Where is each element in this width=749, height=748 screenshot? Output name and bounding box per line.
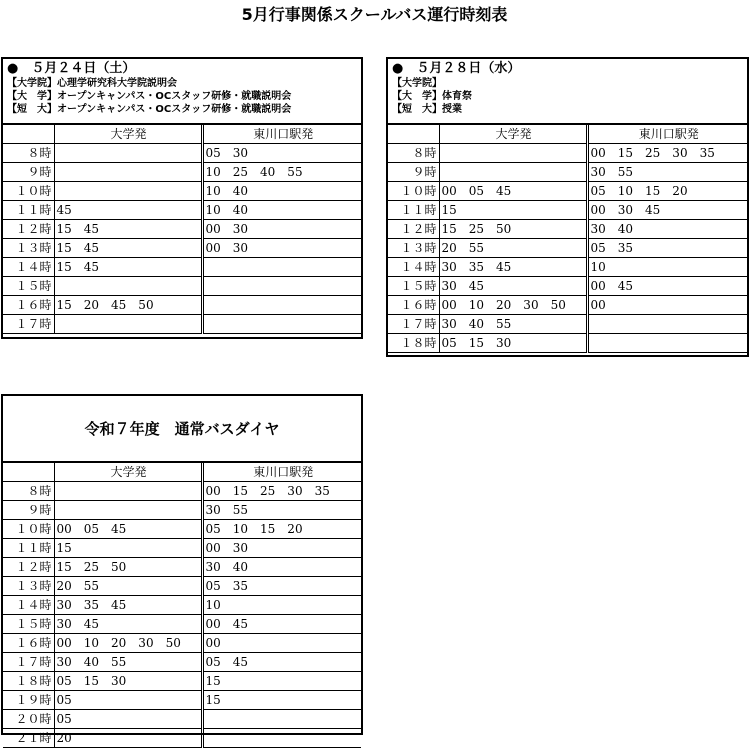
hour-cell: １４時 [3, 596, 54, 615]
univ-departure-cell: 20 55 [54, 577, 202, 596]
univ-departure-cell: 30 35 45 [54, 596, 202, 615]
station-departure-cell: 00 45 [587, 277, 747, 296]
timetable [3, 125, 361, 334]
hour-cell: １０時 [3, 182, 54, 201]
univ-departure-cell [54, 182, 202, 201]
station-departure-cell [202, 258, 361, 277]
table-row [3, 634, 361, 653]
station-departure-cell: 00 15 25 30 35 [587, 144, 747, 163]
panel-header [3, 59, 361, 125]
table-row [3, 201, 361, 220]
univ-departure-cell: 15 45 [54, 258, 202, 277]
univ-departure-cell: 20 [54, 729, 202, 748]
table-row [3, 691, 361, 710]
hour-cell: １３時 [3, 577, 54, 596]
hour-cell: １０時 [3, 520, 54, 539]
station-departure-cell [587, 315, 747, 334]
station-departure-cell: 00 15 25 30 35 [202, 482, 361, 501]
hour-cell: ９時 [3, 501, 54, 520]
table-row [3, 296, 361, 315]
univ-departure-cell [54, 501, 202, 520]
schedule-panel-may28 [386, 57, 749, 357]
table-row [388, 334, 747, 353]
univ-departure-header: 大学発 [439, 125, 587, 144]
univ-departure-header: 大学発 [54, 463, 202, 482]
table-row [388, 163, 747, 182]
table-row [3, 163, 361, 182]
univ-departure-cell: 00 10 20 30 50 [439, 296, 587, 315]
station-departure-cell: 00 30 [202, 239, 361, 258]
univ-departure-cell [439, 163, 587, 182]
hour-cell: ２０時 [3, 710, 54, 729]
table-row [3, 539, 361, 558]
station-departure-cell: 00 30 45 [587, 201, 747, 220]
station-departure-cell: 10 [202, 596, 361, 615]
hour-cell: ８時 [388, 144, 439, 163]
station-departure-header: 東川口駅発 [202, 125, 361, 144]
station-departure-cell [202, 729, 361, 748]
station-departure-cell [202, 296, 361, 315]
univ-departure-cell: 20 55 [439, 239, 587, 258]
table-row [388, 220, 747, 239]
station-departure-header: 東川口駅発 [202, 463, 361, 482]
table-row [3, 729, 361, 748]
hour-cell: ２１時 [3, 729, 54, 748]
station-departure-cell: 05 35 [587, 239, 747, 258]
regular-schedule-title: 令和７年度 通常バスダイヤ [84, 420, 280, 438]
univ-departure-cell [54, 144, 202, 163]
event-line-univ: 【大 学】オープンキャンパス・OCスタッフ研修・就職説明会 [7, 91, 292, 102]
univ-departure-cell: 30 45 [439, 277, 587, 296]
table-row [3, 277, 361, 296]
station-departure-cell [202, 277, 361, 296]
hour-cell: １４時 [3, 258, 54, 277]
table-row [388, 201, 747, 220]
hour-cell: １１時 [3, 201, 54, 220]
univ-departure-cell: 15 20 45 50 [54, 296, 202, 315]
hour-cell: ９時 [388, 163, 439, 182]
table-header-row [3, 463, 361, 482]
table-row [3, 653, 361, 672]
hour-column-header [3, 125, 54, 144]
schedule-panel-regular [1, 394, 363, 745]
station-departure-cell: 00 [587, 296, 747, 315]
table-row [3, 520, 361, 539]
station-departure-cell: 30 55 [587, 163, 747, 182]
station-departure-cell: 05 45 [202, 653, 361, 672]
table-row [3, 615, 361, 634]
univ-departure-cell [54, 315, 202, 334]
station-departure-cell: 30 55 [202, 501, 361, 520]
timetable [3, 463, 361, 748]
table-row [3, 577, 361, 596]
table-header-row [3, 125, 361, 144]
table-row [3, 482, 361, 501]
hour-cell: １１時 [3, 539, 54, 558]
univ-departure-cell: 15 25 50 [54, 558, 202, 577]
hour-cell: １５時 [3, 277, 54, 296]
univ-departure-cell: 00 05 45 [54, 520, 202, 539]
station-departure-cell: 10 40 [202, 182, 361, 201]
hour-cell: １２時 [388, 220, 439, 239]
hour-cell: １７時 [3, 315, 54, 334]
table-row [388, 239, 747, 258]
hour-cell: １６時 [3, 634, 54, 653]
hour-cell: ９時 [3, 163, 54, 182]
table-row [3, 501, 361, 520]
table-row [388, 277, 747, 296]
univ-departure-cell: 15 [54, 539, 202, 558]
table-row [3, 558, 361, 577]
timetable [388, 125, 747, 353]
hour-cell: １６時 [388, 296, 439, 315]
panel-header [388, 59, 747, 125]
station-departure-cell: 15 [202, 691, 361, 710]
univ-departure-cell: 00 10 20 30 50 [54, 634, 202, 653]
univ-departure-cell: 45 [54, 201, 202, 220]
station-departure-cell: 05 10 15 20 [202, 520, 361, 539]
table-row [3, 596, 361, 615]
station-departure-cell: 00 [202, 634, 361, 653]
hour-cell: １１時 [388, 201, 439, 220]
univ-departure-cell [439, 144, 587, 163]
univ-departure-cell: 05 [54, 710, 202, 729]
station-departure-cell: 30 40 [587, 220, 747, 239]
hour-cell: １３時 [388, 239, 439, 258]
hour-cell: １２時 [3, 558, 54, 577]
hour-cell: １３時 [3, 239, 54, 258]
table-row [3, 315, 361, 334]
table-row [388, 258, 747, 277]
univ-departure-cell [54, 163, 202, 182]
hour-cell: ８時 [3, 482, 54, 501]
hour-cell: １５時 [388, 277, 439, 296]
hour-cell: １０時 [388, 182, 439, 201]
station-departure-cell: 00 30 [202, 220, 361, 239]
univ-departure-cell: 15 25 50 [439, 220, 587, 239]
table-row [388, 144, 747, 163]
event-line-college: 【短 大】授業 [392, 104, 462, 115]
station-departure-cell [202, 710, 361, 729]
table-row [3, 672, 361, 691]
event-line-grad: 【大学院】 [392, 78, 442, 89]
event-line-college: 【短 大】オープンキャンパス・OCスタッフ研修・就職説明会 [7, 104, 292, 115]
univ-departure-cell: 05 15 30 [54, 672, 202, 691]
schedule-panel-may24 [1, 57, 363, 339]
hour-column-header [388, 125, 439, 144]
table-row [388, 182, 747, 201]
table-row [3, 182, 361, 201]
univ-departure-cell: 15 45 [54, 239, 202, 258]
event-date: ● ５月２８日（水） [392, 61, 521, 76]
station-departure-cell: 10 [587, 258, 747, 277]
table-row [3, 258, 361, 277]
hour-cell: １７時 [388, 315, 439, 334]
station-departure-cell: 00 30 [202, 539, 361, 558]
station-departure-cell: 05 35 [202, 577, 361, 596]
station-departure-cell: 10 25 40 55 [202, 163, 361, 182]
event-date: ● ５月２４日（土） [7, 61, 136, 76]
univ-departure-cell [54, 482, 202, 501]
hour-cell: １８時 [3, 672, 54, 691]
station-departure-cell: 30 40 [202, 558, 361, 577]
hour-cell: １２時 [3, 220, 54, 239]
station-departure-cell [202, 315, 361, 334]
table-row [388, 315, 747, 334]
table-row [3, 710, 361, 729]
hour-cell: １５時 [3, 615, 54, 634]
univ-departure-cell: 30 40 55 [439, 315, 587, 334]
univ-departure-cell: 15 45 [54, 220, 202, 239]
table-row [3, 144, 361, 163]
station-departure-cell [587, 334, 747, 353]
event-line-univ: 【大 学】体育祭 [392, 91, 472, 102]
hour-column-header [3, 463, 54, 482]
hour-cell: ８時 [3, 144, 54, 163]
univ-departure-cell: 30 45 [54, 615, 202, 634]
hour-cell: １４時 [388, 258, 439, 277]
univ-departure-cell: 30 35 45 [439, 258, 587, 277]
univ-departure-cell: 00 05 45 [439, 182, 587, 201]
table-row [3, 220, 361, 239]
univ-departure-cell: 15 [439, 201, 587, 220]
hour-cell: １９時 [3, 691, 54, 710]
station-departure-cell: 15 [202, 672, 361, 691]
hour-cell: １７時 [3, 653, 54, 672]
table-header-row [388, 125, 747, 144]
station-departure-cell: 05 30 [202, 144, 361, 163]
univ-departure-cell [54, 277, 202, 296]
station-departure-header: 東川口駅発 [587, 125, 747, 144]
hour-cell: １８時 [388, 334, 439, 353]
univ-departure-cell: 05 15 30 [439, 334, 587, 353]
univ-departure-header: 大学発 [54, 125, 202, 144]
univ-departure-cell: 30 40 55 [54, 653, 202, 672]
station-departure-cell: 10 40 [202, 201, 361, 220]
hour-cell: １６時 [3, 296, 54, 315]
page-title: 5月行事関係スクールバス運行時刻表 [241, 5, 508, 24]
station-departure-cell: 05 10 15 20 [587, 182, 747, 201]
station-departure-cell: 00 45 [202, 615, 361, 634]
panel-header [3, 396, 361, 463]
event-line-grad: 【大学院】心理学研究科大学院説明会 [7, 78, 177, 89]
univ-departure-cell: 05 [54, 691, 202, 710]
table-row [388, 296, 747, 315]
table-row [3, 239, 361, 258]
